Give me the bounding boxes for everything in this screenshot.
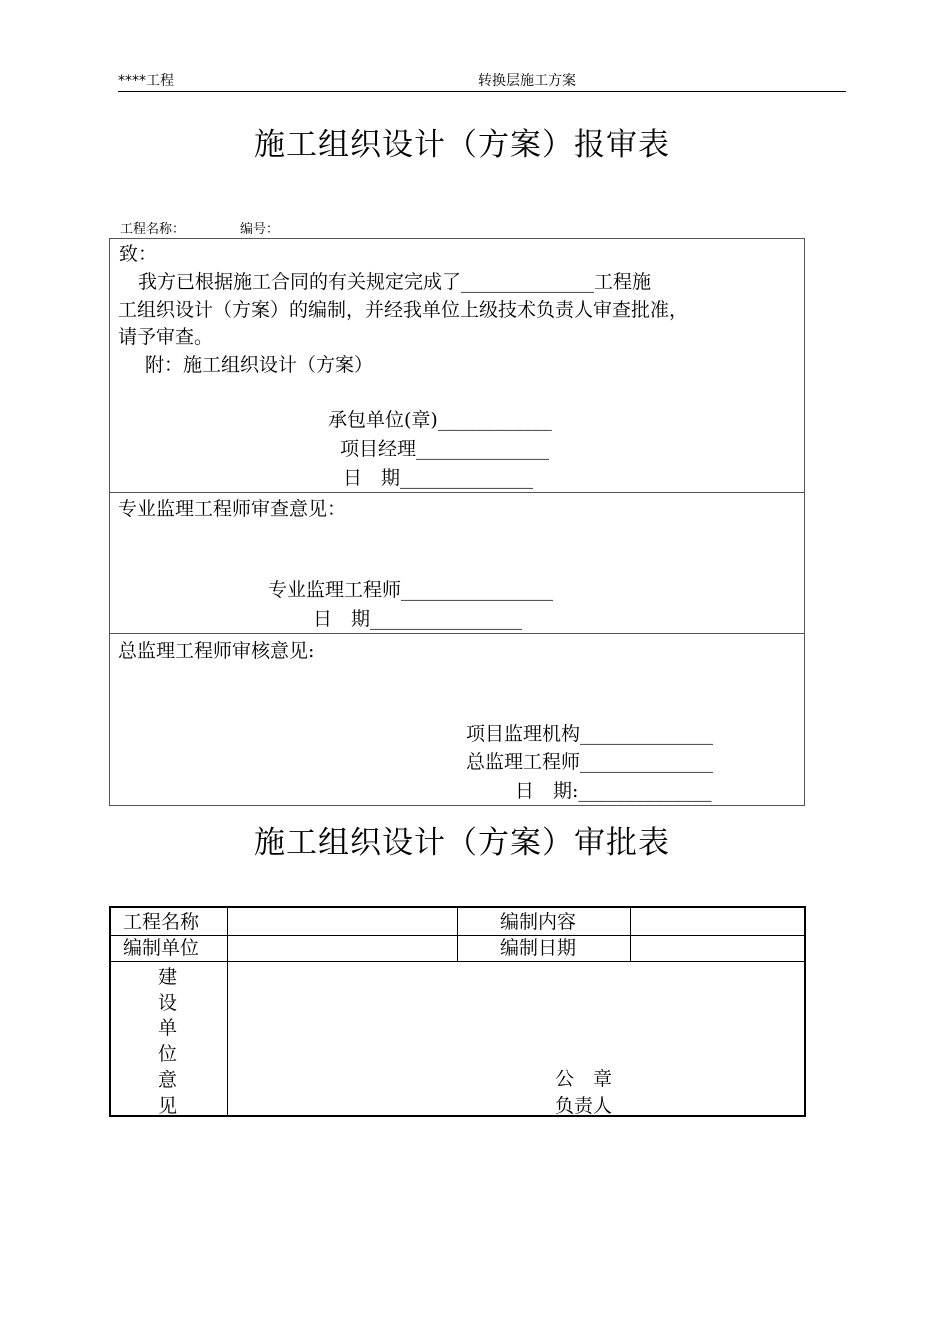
supervision-org-signature: 项目监理机构______________ [466,723,714,745]
project-manager-signature: 项目经理______________ [340,438,550,460]
header-rule [118,91,846,92]
content-cell-label: 编制内容 [500,911,577,933]
project-name-cell-label: 工程名称 [123,911,200,933]
opinion-label-char: 单 [158,1017,178,1039]
date-cell-label: 编制日期 [500,937,577,959]
specialist-review-heading: 专业监理工程师审查意见： [118,498,347,520]
submission-date: 日 期______________ [343,467,534,489]
opinion-label-char: 意 [158,1069,178,1091]
chief-engineer-signature: 总监理工程师______________ [466,751,714,773]
header-doc-title: 转换层施工方案 [478,73,576,89]
approval-form-title: 施工组织设计（方案）审批表 [254,825,670,861]
project-name-label: 工程名称： [120,222,186,237]
opinion-label-char: 位 [158,1043,178,1065]
responsible-person-signature: 负责人_____________ [555,1095,736,1117]
number-label: 编号： [240,222,280,237]
chief-review-date: 日 期:______________ [515,780,712,802]
specialist-engineer-signature: 专业监理工程师________________ [268,579,554,601]
official-seal-label: 公 章 [555,1068,613,1090]
submission-text-line2: 工组织设计（方案）的编制，并经我单位上级技术负责人审查批准， [118,299,689,321]
col-divider-1 [227,908,228,1115]
attachment-line: 附：施工组织设计（方案） [145,354,374,376]
header-project: ****工程 [118,73,174,89]
row-divider-2 [111,961,804,962]
report-form-title: 施工组织设计（方案）报审表 [254,127,670,163]
col-divider-2 [457,908,458,961]
contractor-signature: 承包单位(章)____________ [328,409,552,431]
submission-text-line3: 请予审查。 [118,326,214,348]
opinion-label-char: 设 [158,992,178,1014]
submission-text-line1: 我方已根据施工合同的有关规定完成了______________工程施 [138,271,652,293]
opinion-label-char: 见 [158,1095,178,1117]
col-divider-3 [630,908,631,961]
unit-cell-label: 编制单位 [123,937,200,959]
specialist-review-date: 日 期________________ [313,608,523,630]
addressee-label: 致： [119,243,158,265]
chief-review-heading: 总监理工程师审核意见: [118,640,315,662]
opinion-label-char: 建 [158,966,178,988]
approval-table [109,906,806,1117]
